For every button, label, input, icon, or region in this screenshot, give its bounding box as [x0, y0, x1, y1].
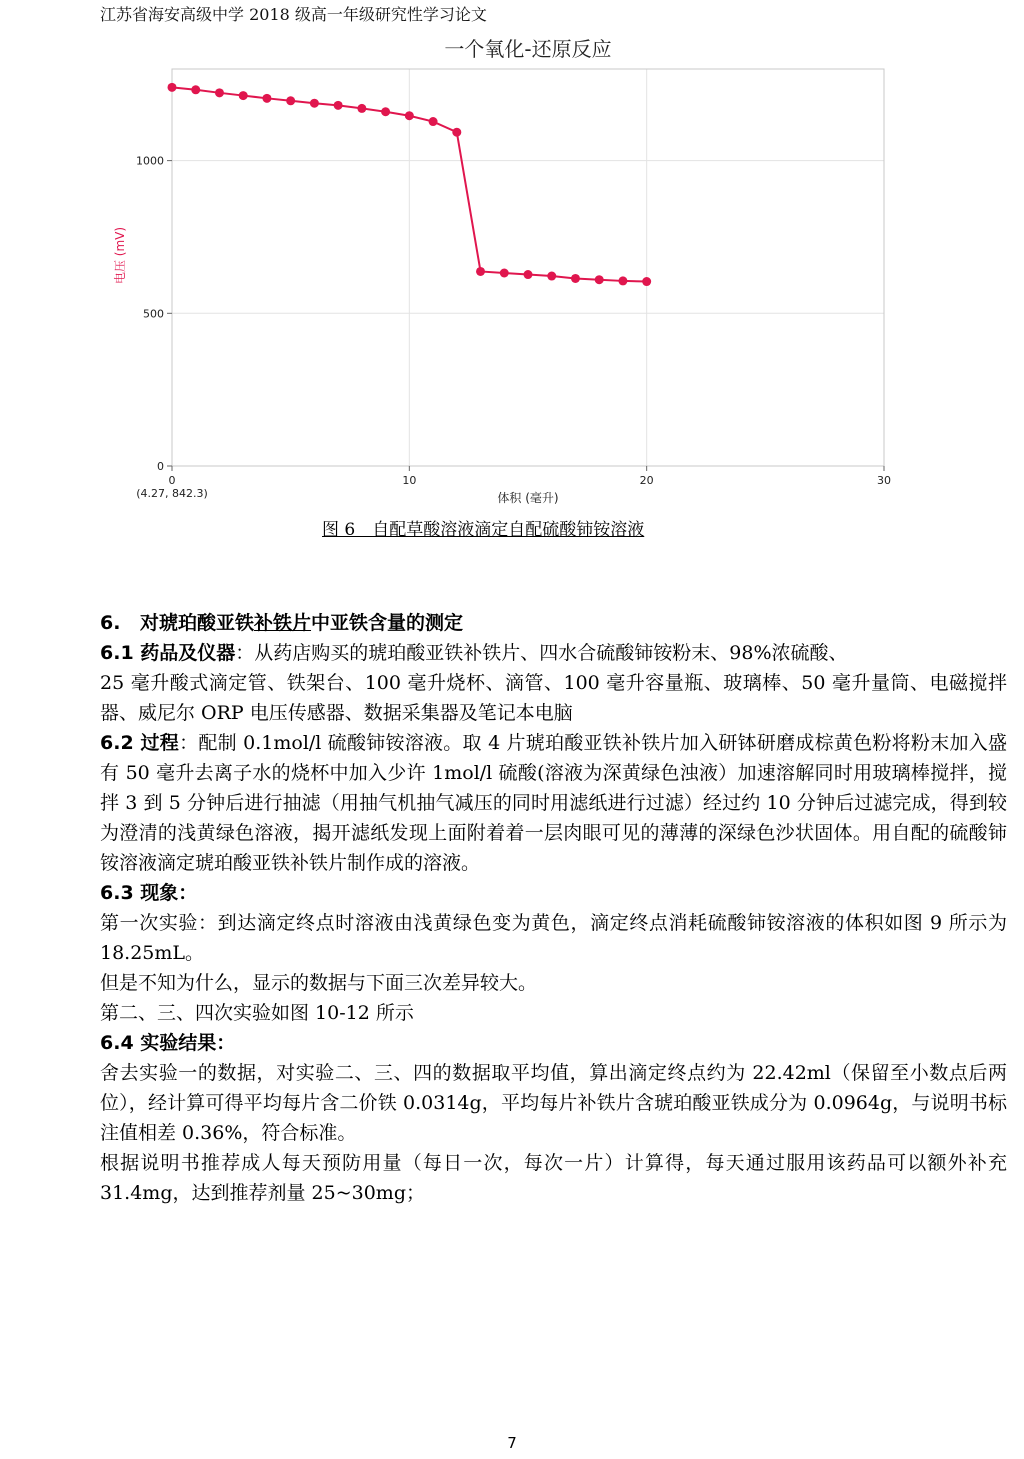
data-point	[595, 275, 604, 284]
page-number: 7	[507, 1434, 517, 1452]
materials-list: 25 毫升酸式滴定管、铁架台、100 毫升烧杯、滴管、100 毫升容量瓶、玻璃棒、50 毫升量筒、电磁搅拌器、威尼尔 ORP 电压传感器、数据采集器及笔记本电脑	[100, 672, 1007, 724]
data-point	[286, 96, 295, 105]
y-axis-label: 电压 (mV)	[113, 226, 127, 285]
section-title	[100, 608, 1007, 638]
y-tick-label: 500	[143, 307, 164, 321]
data-point	[310, 99, 319, 108]
figure-caption: 图 6 自配草酸溶液滴定自配硫酸铈铵溶液	[322, 520, 645, 540]
result-paragraph: 根据说明书推荐成人每天预防用量（每日一次，每次一片）计算得，每天通过服用该药品可以额外补充 31.4mg，达到推荐剂量 25~30mg；	[100, 1152, 1007, 1204]
y-tick-label: 1000	[136, 154, 164, 168]
materials-first-line: 从药店购买的琥珀酸亚铁补铁片、四水合硫酸铈铵粉末、98%浓硫酸、	[254, 642, 848, 664]
phenomenon-paragraph: 第二、三、四次实验如图 10-12 所示	[100, 1002, 414, 1024]
data-point	[618, 276, 627, 285]
y-tick-label: 0	[157, 460, 164, 473]
subsection-6-4-heading: 6.4 实验结果：	[100, 1032, 236, 1054]
subsection-label: 6.1 药品及仪器	[100, 642, 236, 664]
subsection-6-2: 6.2 过程：配制 0.1mol/l 硫酸铈铵溶液。取 4 片琥珀酸亚铁补铁片加入研钵研磨成棕黄色粉将粉末加入盛有 50 毫升去离子水的烧杯中加入少许 1mol/l 硫酸(溶液为深黄绿色浊液）加速溶解同时用玻璃棒搅拌，搅拌 3 到 5 分钟后进行抽滤（用抽气机抽气减压的同时用滤纸进行过滤）经过约 10 分钟后过滤完成，得到较为澄清的浅黄绿色溶液，揭开滤纸发现上面附着着一层肉眼可见的薄薄的深绿色沙状固体。用自配的硫酸铈铵溶液滴定琥珀酸亚铁补铁片制作成的溶液。	[100, 732, 1007, 874]
data-point	[642, 277, 651, 286]
data-point	[215, 88, 224, 97]
x-axis-label: 体积 (毫升)	[497, 491, 559, 505]
process-text: 配制 0.1mol/l 硫酸铈铵溶液。取 4 片琥珀酸亚铁补铁片加入研钵研磨成棕黄色粉将粉末加入盛有 50 毫升去离子水的烧杯中加入少许 1mol/l 硫酸(溶液为深黄绿色浊液）加速溶解同时用玻璃棒搅拌，搅拌 3 到 5 分钟后进行抽滤（用抽气机抽气减压的同时用滤纸进行过滤）经过约 10 分钟后过滤完成，得到较为澄清的浅黄绿色溶液，揭开滤纸发现上面附着着一层肉眼可见的薄薄的深绿色沙状固体。用自配的硫酸铈铵溶液滴定琥珀酸亚铁补铁片制作成的溶液。	[100, 732, 1007, 874]
section-number: 6.	[100, 612, 121, 634]
data-point	[239, 91, 248, 100]
section-title-text: 对琥珀酸亚铁补铁片中亚铁含量的测定	[140, 612, 464, 634]
data-point	[524, 270, 533, 279]
plot-frame	[172, 69, 884, 466]
data-point	[191, 85, 200, 94]
subsection-label: 6.2 过程	[100, 732, 180, 754]
x-tick-label: 30	[877, 474, 891, 487]
data-point	[500, 268, 509, 277]
data-point	[476, 267, 485, 276]
data-point	[547, 272, 556, 281]
result-paragraph: 舍去实验一的数据，对实验二、三、四的数据取平均值，算出滴定终点约为 22.42ml（保留至小数点后两位），经计算可得平均每片含二价铁 0.0314g，平均每片补铁片含琥珀酸亚铁成分为 0.0964g，与说明书标注值相差 0.36%，符合标准。	[100, 1062, 1007, 1144]
x-tick-label: 0	[168, 474, 176, 487]
data-point	[334, 101, 343, 110]
cursor-readout: (4.27, 842.3)	[136, 487, 208, 500]
data-point	[357, 104, 366, 113]
data-point	[429, 117, 438, 126]
data-point	[262, 94, 271, 103]
data-point	[452, 128, 461, 137]
chart-title: 一个氧化-还原反应	[444, 37, 612, 61]
data-point	[168, 83, 177, 92]
subsection-6-1: 6.1 药品及仪器： 从药店购买的琥珀酸亚铁补铁片、四水合硫酸铈铵粉末、98%浓硫酸、	[100, 638, 1007, 668]
page-header: 江苏省海安高级中学 2018 级高一年级研究性学习论文	[100, 5, 487, 24]
data-point	[571, 274, 580, 283]
section-6	[100, 608, 1007, 1208]
phenomenon-paragraph: 第一次实验：到达滴定终点时溶液由浅黄绿色变为黄色，滴定终点消耗硫酸铈铵溶液的体积如图 9 所示为 18.25mL。	[100, 912, 1007, 964]
x-tick-label: 10	[402, 474, 417, 487]
data-point	[405, 111, 414, 120]
subsection-label: 6.4 实验结果	[100, 1032, 217, 1054]
subsection-label: 6.3 现象	[100, 882, 179, 904]
titration-chart	[100, 32, 900, 512]
subsection-6-3-heading: 6.3 现象：	[100, 882, 198, 904]
title-underlined-part: 补铁片	[254, 612, 312, 634]
x-tick-label: 20	[639, 474, 654, 487]
data-point	[381, 107, 390, 116]
phenomenon-paragraph: 但是不知为什么，显示的数据与下面三次差异较大。	[100, 972, 538, 994]
